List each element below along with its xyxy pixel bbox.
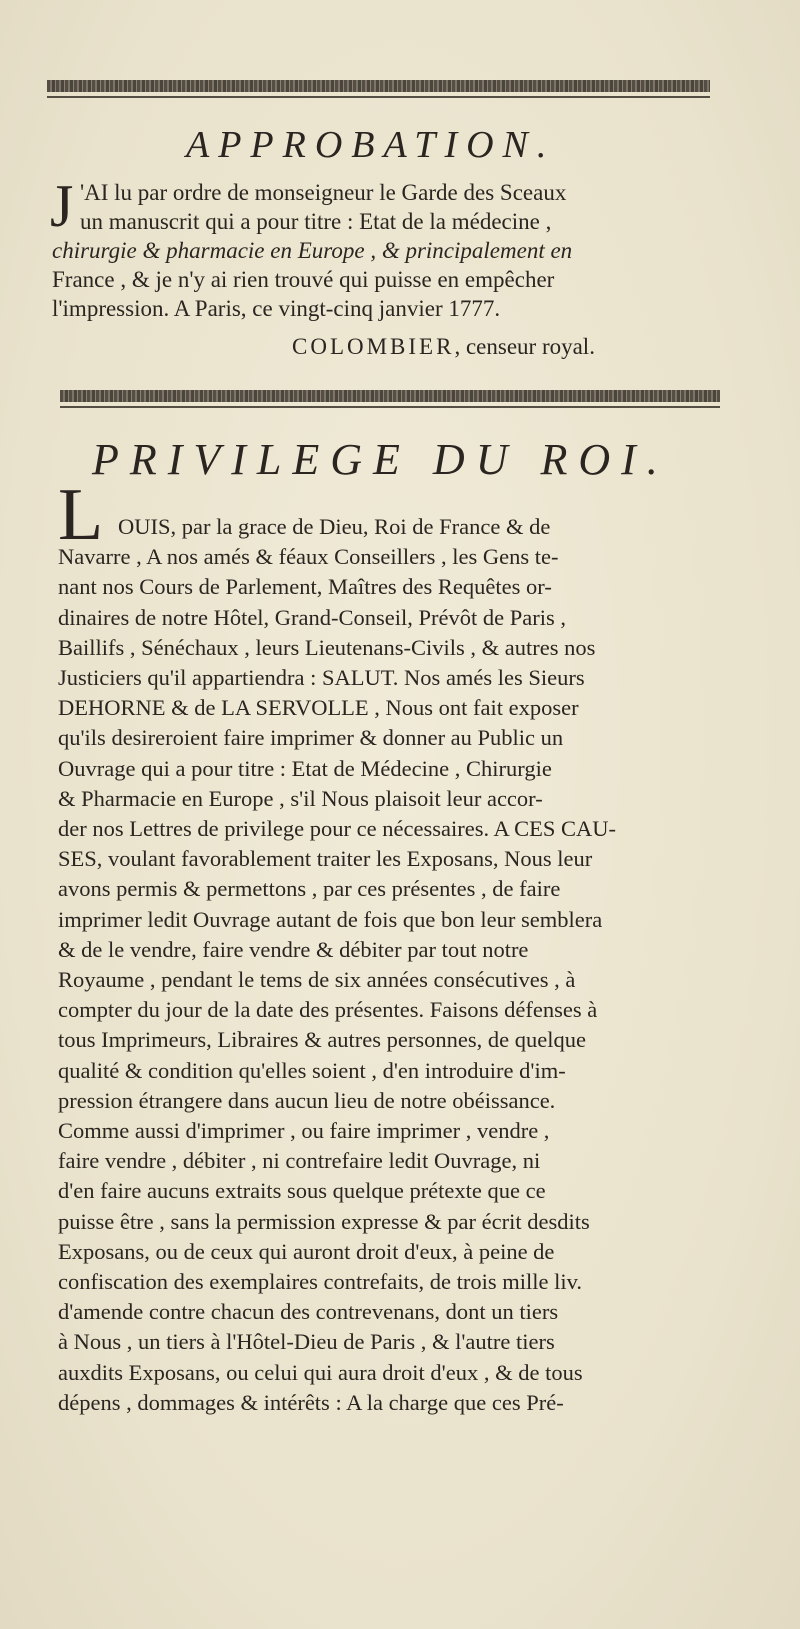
text-line: Exposans, ou de ceux qui auront droit d'eux, à peine de — [58, 1238, 555, 1264]
text-line: Royaume , pendant le tems de six années consécutives , à — [58, 967, 576, 993]
privilege-text — [58, 512, 734, 1418]
text-line: l'impression. A Paris, ce vingt-cinq janvier 1777. — [52, 296, 501, 321]
text-line: nant nos Cours de Parlement, Maîtres des Requêtes or- — [58, 574, 552, 600]
text-line: qu'ils desireroient faire imprimer & donner au Public un — [58, 725, 564, 751]
text-line: OUIS, par la grace de Dieu, Roi de France & de — [118, 514, 551, 539]
text-line: un manuscrit qui a pour titre : Etat de la médecine , — [80, 209, 552, 234]
text-line: der nos Lettres de privilege pour ce nécessaires. A CES CAU- — [58, 816, 616, 842]
text-line: puisse être , sans la permission expresse & par écrit desdits — [58, 1208, 590, 1234]
text-line: confiscation des exemplaires contrefaits, de trois mille liv. — [58, 1269, 583, 1295]
approbation-text — [50, 173, 732, 323]
text-line: d'en faire aucuns extraits sous quelque prétexte que ce — [58, 1178, 546, 1204]
text-line: & Pharmacie en Europe , s'il Nous plaisoit leur accor- — [58, 785, 543, 811]
drop-cap: J — [50, 173, 74, 239]
text-line: Justiciers qu'il appartiendra : SALUT. Nos amés les Sieurs — [58, 665, 585, 691]
approbation-heading: APPROBATION. — [186, 124, 556, 166]
ornamental-rule — [47, 80, 710, 92]
text-line: dinaires de notre Hôtel, Grand-Conseil, Prévôt de Paris , — [58, 604, 567, 630]
text-line: dépens , dommages & intérêts : A la charge que ces Pré- — [58, 1389, 564, 1415]
text-line: DEHORNE & de LA SERVOLLE , Nous ont fait exposer — [58, 695, 579, 721]
text-line: France , & je n'y ai rien trouvé qui puisse en empêcher — [52, 267, 555, 292]
text-line: 'AI lu par ordre de monseigneur le Garde des Sceaux — [80, 180, 567, 205]
text-line: auxdits Exposans, ou celui qui aura droit d'eux , & de tous — [58, 1359, 583, 1385]
drop-cap: L — [58, 474, 104, 556]
text-line: faire vendre , débiter , ni contrefaire ledit Ouvrage, ni — [58, 1148, 541, 1174]
censor-title: , censeur royal. — [454, 334, 595, 359]
text-line: d'amende contre chacun des contrevenans, dont un tiers — [58, 1299, 559, 1325]
text-line: Ouvrage qui a pour titre : Etat de Médecine , Chirurgie — [58, 755, 552, 781]
text-line: Navarre , A nos amés & féaux Conseillers , les Gens te- — [58, 544, 559, 570]
text-line: à Nous , un tiers à l'Hôtel-Dieu de Paris , & l'autre tiers — [58, 1329, 555, 1355]
text-line: tous Imprimeurs, Libraires & autres personnes, de quelque — [58, 1027, 586, 1053]
censor-signature — [292, 334, 595, 360]
censor-name: COLOMBIER — [292, 334, 455, 359]
text-line: SES, voulant favorablement traiter les Exposans, Nous leur — [58, 846, 593, 872]
text-line: & de le vendre, faire vendre & débiter par tout notre — [58, 936, 529, 962]
text-line: avons permis & permettons , par ces présentes , de faire — [58, 876, 561, 902]
ornamental-rule — [60, 390, 720, 402]
text-line: Baillifs , Sénéchaux , leurs Lieutenans-Civils , & autres nos — [58, 634, 596, 660]
text-line: chirurgie & pharmacie en Europe , & principalement en — [52, 238, 573, 263]
text-line: compter du jour de la date des présentes. Faisons défenses à — [58, 997, 598, 1023]
privilege-heading: PRIVILEGE DU ROI. — [92, 435, 669, 484]
text-line: Comme aussi d'imprimer , ou faire imprimer , vendre , — [58, 1118, 550, 1144]
text-line: pression étrangere dans aucun lieu de notre obéissance. — [58, 1087, 556, 1113]
text-line: qualité & condition qu'elles soient , d'en introduire d'im- — [58, 1057, 566, 1083]
text-line: imprimer ledit Ouvrage autant de fois que bon leur semblera — [58, 906, 603, 932]
